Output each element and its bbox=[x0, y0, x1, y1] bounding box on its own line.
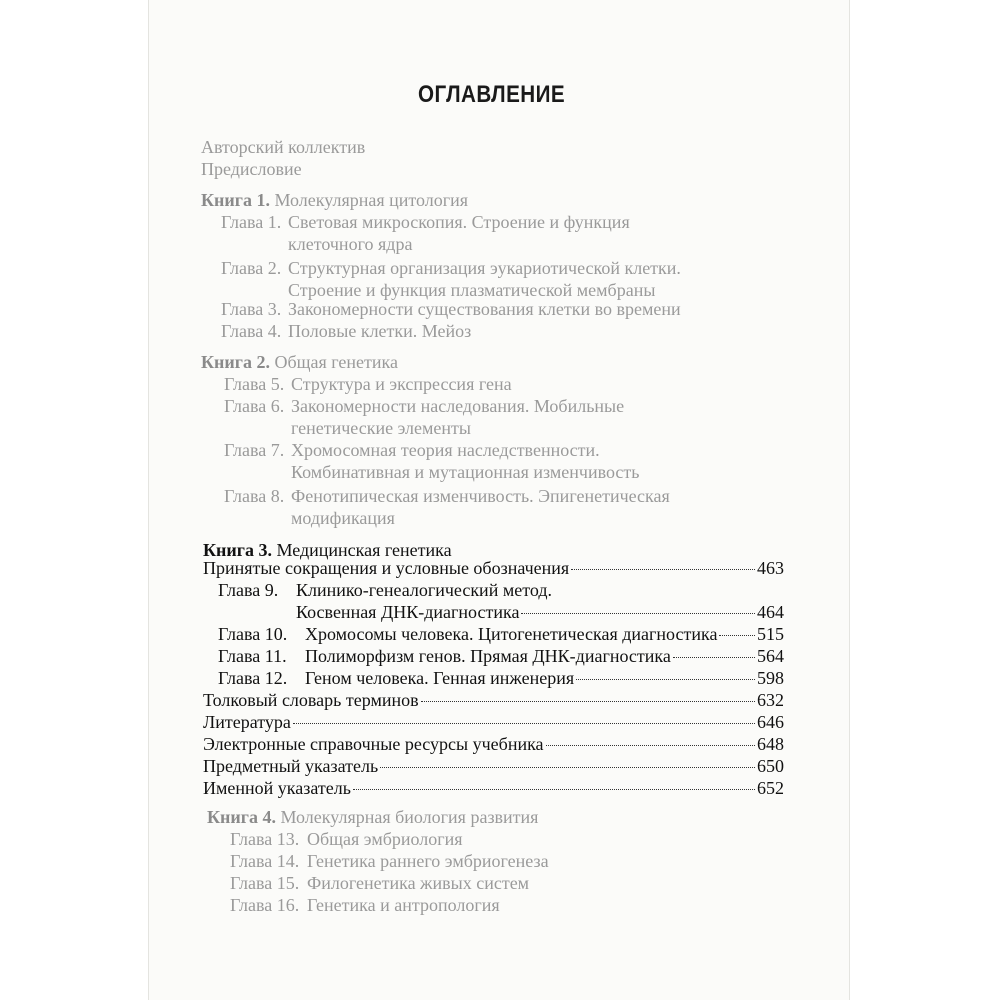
toc-entry-name-index bbox=[203, 777, 784, 799]
page-number: 463 bbox=[757, 558, 784, 578]
toc-entry-text: Хромосомы человека. Цитогенетическая диагностика bbox=[305, 624, 718, 644]
dot-leader bbox=[673, 657, 755, 658]
toc-entry-literature bbox=[203, 711, 784, 733]
book4-chapter14-label: Глава 14. bbox=[230, 851, 300, 871]
book1-chapter3-label: Глава 3. bbox=[221, 299, 282, 319]
book3-label: Книга 3. bbox=[203, 540, 272, 560]
book3-name: Медицинская генетика bbox=[276, 540, 452, 560]
dot-leader bbox=[380, 767, 755, 768]
book2-chapter6-title: Закономерности наследования. Мобильные bbox=[291, 396, 625, 416]
toc-entry-text: Именной указатель bbox=[203, 778, 351, 798]
book2-chapter8-title: Фенотипическая изменчивость. Эпигенетическая bbox=[291, 486, 670, 506]
page-title: ОГЛАВЛЕНИЕ bbox=[418, 81, 566, 108]
book1-label: Книга 1. bbox=[201, 190, 270, 210]
book2-chapter7-title: Хромосомная теория наследственности. bbox=[291, 440, 600, 460]
book1-chapter1-label: Глава 1. bbox=[221, 212, 282, 232]
book2-chapter8-label: Глава 8. bbox=[224, 486, 285, 506]
toc-entry-text: Предметный указатель bbox=[203, 756, 379, 776]
toc-entry-text: Электронные справочные ресурсы учебника bbox=[203, 734, 544, 754]
toc-entry-text: Полиморфизм генов. Прямая ДНК-диагностика bbox=[305, 646, 671, 666]
toc-entry-abbreviations bbox=[203, 557, 784, 579]
dot-leader bbox=[719, 635, 755, 636]
book4-name: Молекулярная биология развития bbox=[280, 807, 539, 827]
toc-front-authors: Авторский коллектив bbox=[201, 137, 366, 157]
dot-leader bbox=[293, 723, 755, 724]
book1-chapter4-label: Глава 4. bbox=[221, 321, 282, 341]
toc-entry-text: Косвенная ДНК-диагностика bbox=[296, 602, 520, 622]
book4-chapter15-title: Филогенетика живых систем bbox=[307, 873, 530, 893]
toc-entry-chapter10 bbox=[305, 623, 784, 645]
book1-name: Молекулярная цитология bbox=[274, 190, 469, 210]
book1-chapter2-title-cont: Строение и функция плазматической мембраны bbox=[288, 280, 656, 300]
book1-chapter2-label: Глава 2. bbox=[221, 258, 282, 278]
toc-entry-chapter11 bbox=[305, 645, 784, 667]
toc-entry-text: Принятые сокращения и условные обозначения bbox=[203, 558, 570, 578]
book4-chapter14-title: Генетика раннего эмбриогенеза bbox=[307, 851, 549, 871]
toc-front-preface: Предисловие bbox=[201, 159, 302, 179]
book2-chapter7-title-cont: Комбинативная и мутационная изменчивость bbox=[291, 462, 640, 482]
book2-chapter5-title: Структура и экспрессия гена bbox=[291, 374, 512, 394]
page-number: 648 bbox=[757, 734, 784, 754]
dot-leader bbox=[546, 745, 755, 746]
book4-chapter16-label: Глава 16. bbox=[230, 895, 300, 915]
dot-leader bbox=[576, 679, 755, 680]
toc-entry-text: Толковый словарь терминов bbox=[203, 690, 419, 710]
page-number: 515 bbox=[757, 624, 784, 644]
book4-label: Книга 4. bbox=[207, 807, 276, 827]
book2-name: Общая генетика bbox=[274, 352, 398, 372]
book2-label: Книга 2. bbox=[201, 352, 270, 372]
page-number: 632 bbox=[757, 690, 784, 710]
toc-entry-text: Геном человека. Генная инженерия bbox=[305, 668, 575, 688]
book4-chapter13-title: Общая эмбриология bbox=[307, 829, 463, 849]
book2-chapter5-label: Глава 5. bbox=[224, 374, 285, 394]
toc-entry-chapter12 bbox=[305, 667, 784, 689]
book4-chapter16-title: Генетика и антропология bbox=[307, 895, 500, 915]
book3-chapter9-label: Глава 9. bbox=[218, 580, 279, 600]
dot-leader bbox=[521, 613, 755, 614]
dot-leader bbox=[571, 569, 755, 570]
toc-entry-glossary bbox=[203, 689, 784, 711]
book2-chapter7-label: Глава 7. bbox=[224, 440, 285, 460]
page-number: 650 bbox=[757, 756, 784, 776]
book1-chapter3-title: Закономерности существования клетки во времени bbox=[288, 299, 681, 319]
book2-heading bbox=[201, 351, 398, 373]
page-number: 564 bbox=[757, 646, 784, 666]
book3-chapter12-label: Глава 12. bbox=[218, 668, 288, 688]
book1-chapter4-title: Половые клетки. Мейоз bbox=[288, 321, 472, 341]
book4-heading bbox=[207, 806, 538, 828]
page-number: 652 bbox=[757, 778, 784, 798]
book1-heading bbox=[201, 189, 468, 211]
toc-entry-text: Литература bbox=[203, 712, 291, 732]
page-number: 464 bbox=[757, 602, 784, 622]
book2-chapter8-title-cont: модификация bbox=[291, 508, 395, 528]
book1-chapter1-title-cont: клеточного ядра bbox=[288, 234, 413, 254]
toc-entry-subject-index bbox=[203, 755, 784, 777]
book1-chapter1-title: Световая микроскопия. Строение и функция bbox=[288, 212, 630, 232]
book2-chapter6-label: Глава 6. bbox=[224, 396, 285, 416]
page-number: 646 bbox=[757, 712, 784, 732]
dot-leader bbox=[421, 701, 755, 702]
book3-chapter11-label: Глава 11. bbox=[218, 646, 287, 666]
page-number: 598 bbox=[757, 668, 784, 688]
toc-entry-e-resources bbox=[203, 733, 784, 755]
dot-leader bbox=[353, 789, 755, 790]
toc-entry-chapter9 bbox=[296, 601, 784, 623]
book4-chapter15-label: Глава 15. bbox=[230, 873, 300, 893]
book1-chapter2-title: Структурная организация эукариотической клетки. bbox=[288, 258, 681, 278]
book3-chapter10-label: Глава 10. bbox=[218, 624, 288, 644]
book3-chapter9-title: Клинико-генеалогический метод. bbox=[296, 580, 552, 600]
book2-chapter6-title-cont: генетические элементы bbox=[291, 418, 471, 438]
book4-chapter13-label: Глава 13. bbox=[230, 829, 300, 849]
